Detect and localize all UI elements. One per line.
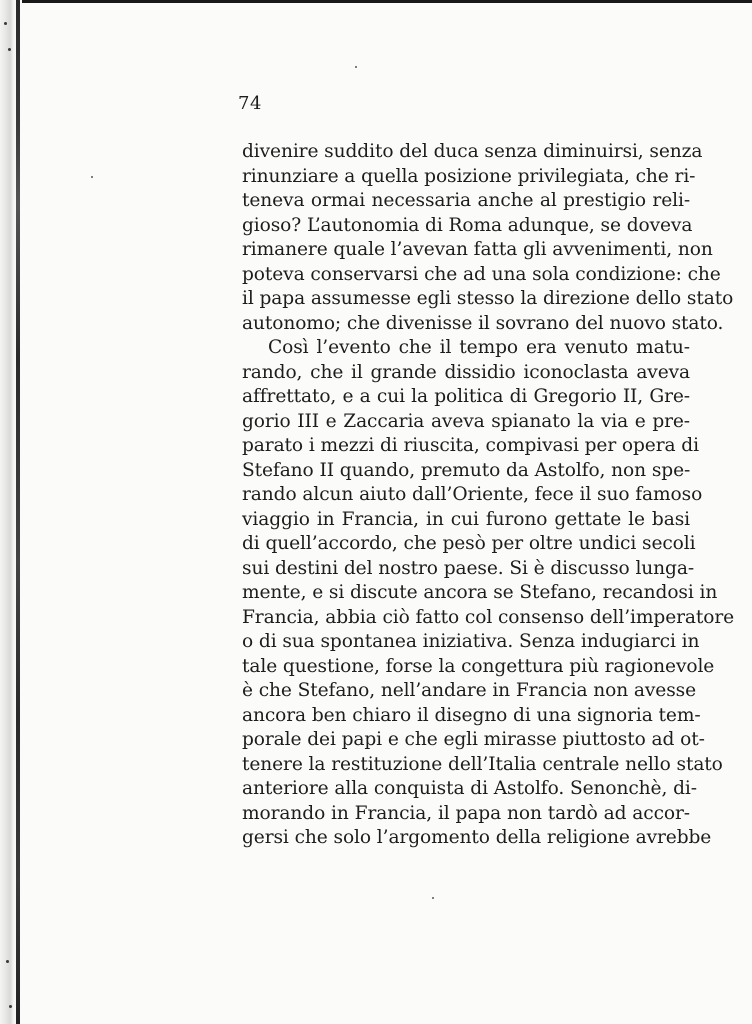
scan-dust — [355, 66, 357, 68]
text-line: morando in Francia, il papa non tardò ad accor- — [242, 802, 690, 824]
text-line: tenere la restituzione dell’Italia centrale nello stato — [242, 753, 723, 775]
text-line: teneva ormai necessaria anche al prestigio reli- — [242, 190, 690, 211]
text-line: Stefano II quando, premuto da Astolfo, non spe- — [242, 459, 691, 481]
text-line: affrettato, e a cui la politica di Gregorio II, Gre- — [242, 386, 690, 407]
scan-dust — [432, 897, 434, 899]
top-edge-rule — [0, 0, 752, 3]
page-number: 74 — [238, 93, 262, 114]
spine-line — [16, 0, 20, 1024]
text-line: parato i mezzi di riuscita, compivasi per opera di — [242, 435, 699, 456]
text-line: porale dei papi e che egli mirasse piuttosto ad ot- — [242, 729, 705, 750]
spine-speck — [4, 22, 7, 25]
spine-speck — [8, 48, 11, 51]
text-line: anteriore alla conquista di Astolfo. Senonchè, di- — [242, 778, 697, 799]
text-line: gioso? L’autonomia di Roma adunque, se doveva — [242, 214, 693, 236]
text-line: ancora ben chiaro il disegno di una signoria tem- — [242, 704, 701, 726]
text-line: o di sua spontanea iniziativa. Senza indugiarci in — [242, 631, 700, 652]
text-line: rando, che il grande dissidio iconoclasta aveva — [242, 361, 690, 383]
text-line: divenire suddito del duca senza diminuirsi, senza — [242, 141, 703, 162]
text-line: Francia, abbia ciò fatto col consenso dell’imperatore — [242, 606, 735, 628]
scan-dust — [91, 176, 93, 178]
text-line: rimanere quale l’avevan fatta gli avvenimenti, non — [242, 239, 713, 260]
text-line: poteva conservarsi che ad una sola condizione: che — [242, 263, 721, 285]
spine-speck — [6, 960, 9, 963]
text-line: di quell’accordo, che pesò per oltre undici secoli — [242, 533, 696, 554]
text-line: mente, e si discute ancora se Stefano, recandosi in — [242, 582, 718, 603]
text-line: il papa assumesse egli stesso la direzione dello stato — [242, 288, 734, 309]
text-line: viaggio in Francia, in cui furono gettate le basi — [242, 508, 690, 530]
text-line: sui destini del nostro paese. Si è discusso lunga- — [242, 557, 695, 579]
text-line: autonomo; che divenisse il sovrano del nuovo stato. — [242, 312, 724, 334]
text-line: gersi che solo l’argomento della religione avrebbe — [242, 827, 712, 848]
body-text — [242, 140, 735, 851]
text-line: tale questione, forse la congettura più ragionevole — [242, 655, 715, 677]
text-line: rinunziare a quella posizione privilegiata, che ri- — [242, 165, 696, 187]
text-line: è che Stefano, nell’andare in Francia non avesse — [242, 680, 696, 701]
text-line: rando alcun aiuto dall’Oriente, fece il suo famoso — [242, 484, 703, 505]
text-line: Così l’evento che il tempo era venuto matu- — [268, 337, 690, 358]
spine-speck — [9, 1005, 12, 1008]
text-line: gorio III e Zaccaria aveva spianato la via e pre- — [242, 410, 690, 432]
